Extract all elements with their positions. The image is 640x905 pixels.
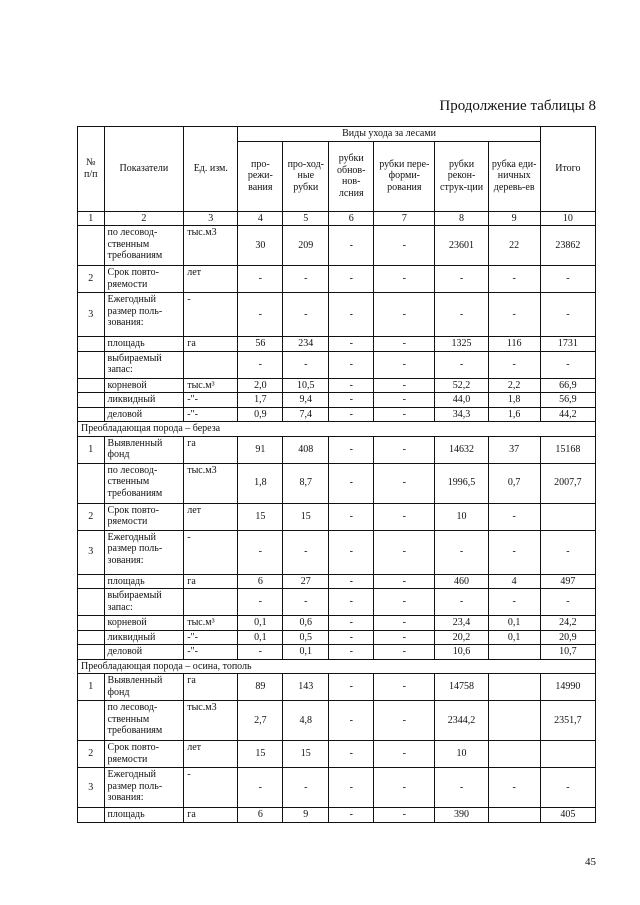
row-value: -	[329, 768, 374, 808]
table-row	[78, 351, 596, 378]
row-unit: тыс.м3	[184, 226, 238, 266]
row-value: -	[374, 393, 435, 408]
row-value: -	[283, 589, 329, 616]
row-value: -	[238, 530, 283, 574]
row-value: 0,5	[283, 630, 329, 645]
row-value: -	[329, 378, 374, 393]
row-value: 15	[238, 741, 283, 768]
row-value: 2,2	[488, 378, 540, 393]
row-value: -	[238, 645, 283, 660]
row-value: -	[374, 378, 435, 393]
row-num	[78, 407, 105, 422]
table-row	[78, 407, 596, 422]
row-value	[488, 674, 540, 701]
row-num	[78, 616, 105, 631]
row-value: -	[374, 266, 435, 293]
row-num	[78, 378, 105, 393]
table-row	[78, 808, 596, 823]
row-value: 1,7	[238, 393, 283, 408]
row-value: 56	[238, 337, 283, 352]
row-indicator: ликвидный	[104, 393, 184, 408]
row-value: 6	[238, 808, 283, 823]
row-num	[78, 701, 105, 741]
row-value: -	[374, 293, 435, 337]
row-unit: га	[184, 436, 238, 463]
row-indicator: Срок повто-ряемости	[104, 266, 184, 293]
row-num	[78, 645, 105, 660]
row-value: -	[435, 768, 488, 808]
row-num: 2	[78, 266, 105, 293]
row-value: 1,8	[238, 463, 283, 503]
row-value: -	[283, 293, 329, 337]
table-row	[78, 645, 596, 660]
row-value: -	[283, 530, 329, 574]
header-indicators: Показатели	[104, 127, 184, 212]
row-unit: га	[184, 574, 238, 589]
row-indicator: выбираемый запас:	[104, 351, 184, 378]
row-value: 27	[283, 574, 329, 589]
row-unit: тыс.м³	[184, 616, 238, 631]
row-indicator: ликвидный	[104, 630, 184, 645]
row-value: 1,6	[488, 407, 540, 422]
row-value: -	[238, 768, 283, 808]
column-number: 8	[435, 211, 488, 226]
row-num: 2	[78, 741, 105, 768]
row-unit: лет	[184, 741, 238, 768]
row-value: 390	[435, 808, 488, 823]
row-value: 89	[238, 674, 283, 701]
row-unit: га	[184, 674, 238, 701]
row-value: -	[329, 645, 374, 660]
row-value: -	[374, 616, 435, 631]
row-value: 460	[435, 574, 488, 589]
row-value: -	[374, 630, 435, 645]
row-value: 408	[283, 436, 329, 463]
row-value: 2007,7	[540, 463, 595, 503]
row-unit: -	[184, 293, 238, 337]
row-value: -	[329, 407, 374, 422]
row-num	[78, 589, 105, 616]
row-value: 9	[283, 808, 329, 823]
row-value: 0,1	[283, 645, 329, 660]
row-unit: га	[184, 337, 238, 352]
row-value: -	[238, 266, 283, 293]
row-value: 23,4	[435, 616, 488, 631]
row-value: -	[488, 266, 540, 293]
row-indicator: деловой	[104, 407, 184, 422]
row-value: 116	[488, 337, 540, 352]
header-col-renewal: рубки обнов-нов-лсния	[329, 141, 374, 211]
row-value: -	[329, 436, 374, 463]
row-value: -	[329, 630, 374, 645]
column-number: 3	[184, 211, 238, 226]
row-value: -	[329, 808, 374, 823]
row-indicator: Срок повто-ряемости	[104, 741, 184, 768]
row-value	[540, 741, 595, 768]
table-caption: Продолжение таблицы 8	[439, 98, 596, 114]
row-value: -	[238, 589, 283, 616]
row-indicator: площадь	[104, 574, 184, 589]
row-value: -	[374, 741, 435, 768]
header-col-reconstruction: рубки рекон-струк-ции	[435, 141, 488, 211]
row-value: 15168	[540, 436, 595, 463]
table-row	[78, 337, 596, 352]
row-value: 0,1	[488, 630, 540, 645]
row-value: -	[329, 226, 374, 266]
row-value: -	[329, 589, 374, 616]
table-row	[78, 741, 596, 768]
section-title: Преобладающая порода – береза	[78, 422, 596, 437]
row-value: 37	[488, 436, 540, 463]
row-indicator: по лесовод-ственным требованиям	[104, 463, 184, 503]
row-value: 23601	[435, 226, 488, 266]
row-value: -	[329, 351, 374, 378]
table-row	[78, 436, 596, 463]
row-value: 34,3	[435, 407, 488, 422]
column-number: 4	[238, 211, 283, 226]
row-indicator: по лесовод-ственным требованиям	[104, 226, 184, 266]
header-total: Итого	[540, 127, 595, 212]
section-row	[78, 659, 596, 674]
table-row	[78, 616, 596, 631]
row-value: 1,8	[488, 393, 540, 408]
row-unit	[184, 589, 238, 616]
row-unit: -"-	[184, 393, 238, 408]
row-value: 10,6	[435, 645, 488, 660]
row-value: -	[488, 503, 540, 530]
row-value: 14632	[435, 436, 488, 463]
row-value: 0,7	[488, 463, 540, 503]
header-num: № п/п	[78, 127, 105, 212]
row-value: 15	[283, 503, 329, 530]
row-value: -	[283, 266, 329, 293]
row-value: -	[329, 293, 374, 337]
row-indicator: по лесовод-ственным требованиям	[104, 701, 184, 741]
row-value: -	[374, 645, 435, 660]
row-value: -	[540, 266, 595, 293]
row-value: 10,7	[540, 645, 595, 660]
table-row	[78, 630, 596, 645]
row-value: 14990	[540, 674, 595, 701]
row-value	[488, 808, 540, 823]
row-indicator: Срок повто-ряемости	[104, 503, 184, 530]
row-value: 14758	[435, 674, 488, 701]
row-value: 0,9	[238, 407, 283, 422]
row-indicator: Выявленный фонд	[104, 674, 184, 701]
row-indicator: Ежегодный размер поль-зования:	[104, 768, 184, 808]
row-value: -	[329, 266, 374, 293]
row-unit: -"-	[184, 645, 238, 660]
row-value: 0,1	[238, 630, 283, 645]
row-value: -	[374, 589, 435, 616]
row-value: -	[374, 337, 435, 352]
row-num: 1	[78, 674, 105, 701]
row-value: 0,6	[283, 616, 329, 631]
header-col-reforming: рубки пере-форми-рования	[374, 141, 435, 211]
column-number: 7	[374, 211, 435, 226]
row-unit: тыс.м3	[184, 463, 238, 503]
row-value: -	[283, 351, 329, 378]
row-value: 6	[238, 574, 283, 589]
row-value: -	[329, 530, 374, 574]
row-value	[488, 701, 540, 741]
column-number: 10	[540, 211, 595, 226]
row-value: -	[329, 393, 374, 408]
section-title: Преобладающая порода – осина, тополь	[78, 659, 596, 674]
table-row	[78, 589, 596, 616]
header-unit: Ед. изм.	[184, 127, 238, 212]
row-value: -	[435, 266, 488, 293]
row-value: 497	[540, 574, 595, 589]
row-value: 2344,2	[435, 701, 488, 741]
row-value: -	[329, 616, 374, 631]
row-value: -	[374, 463, 435, 503]
row-indicator: корневой	[104, 378, 184, 393]
row-indicator: площадь	[104, 808, 184, 823]
row-num: 3	[78, 530, 105, 574]
row-value: 4,8	[283, 701, 329, 741]
row-value	[540, 503, 595, 530]
row-value: 405	[540, 808, 595, 823]
row-value: -	[488, 530, 540, 574]
row-num	[78, 393, 105, 408]
row-num	[78, 337, 105, 352]
row-value: -	[488, 293, 540, 337]
forest-care-table	[77, 126, 596, 823]
table-row	[78, 378, 596, 393]
row-value: -	[374, 701, 435, 741]
row-value: -	[374, 530, 435, 574]
row-indicator: Ежегодный размер поль-зования:	[104, 530, 184, 574]
table-row	[78, 574, 596, 589]
row-num	[78, 808, 105, 823]
row-unit: га	[184, 808, 238, 823]
row-num: 2	[78, 503, 105, 530]
row-value: 1996,5	[435, 463, 488, 503]
row-unit: -"-	[184, 407, 238, 422]
row-indicator: выбираемый запас:	[104, 589, 184, 616]
row-value: 2,7	[238, 701, 283, 741]
row-value: 10,5	[283, 378, 329, 393]
row-value: -	[374, 768, 435, 808]
row-value: -	[374, 407, 435, 422]
table-row	[78, 530, 596, 574]
row-value: -	[329, 503, 374, 530]
header-col-thinning: про-режи-вания	[238, 141, 283, 211]
table-row	[78, 701, 596, 741]
row-value: -	[488, 768, 540, 808]
row-value: 143	[283, 674, 329, 701]
row-value: -	[540, 293, 595, 337]
row-num	[78, 574, 105, 589]
row-value: -	[374, 808, 435, 823]
row-value: -	[283, 768, 329, 808]
header-col-single-trees: рубка еди-ничных деревь-ев	[488, 141, 540, 211]
page-number: 45	[585, 856, 596, 868]
row-value: 44,2	[540, 407, 595, 422]
row-indicator: корневой	[104, 616, 184, 631]
row-unit	[184, 351, 238, 378]
row-value: -	[374, 674, 435, 701]
row-unit: -	[184, 768, 238, 808]
row-unit: лет	[184, 266, 238, 293]
row-value: -	[488, 589, 540, 616]
row-num	[78, 463, 105, 503]
row-value: 91	[238, 436, 283, 463]
row-value: -	[238, 293, 283, 337]
row-value: 0,1	[238, 616, 283, 631]
row-value: 1325	[435, 337, 488, 352]
row-value: 234	[283, 337, 329, 352]
row-value: -	[435, 293, 488, 337]
row-value: -	[374, 503, 435, 530]
row-value: 10	[435, 741, 488, 768]
table-row	[78, 768, 596, 808]
row-value: -	[374, 226, 435, 266]
row-indicator: площадь	[104, 337, 184, 352]
table-row	[78, 503, 596, 530]
row-value: 8,7	[283, 463, 329, 503]
row-value: 52,2	[435, 378, 488, 393]
row-value: 15	[238, 503, 283, 530]
row-value: -	[435, 351, 488, 378]
table-row	[78, 674, 596, 701]
column-number: 6	[329, 211, 374, 226]
row-value: 22	[488, 226, 540, 266]
row-value: -	[540, 768, 595, 808]
row-value: -	[540, 589, 595, 616]
table-row	[78, 293, 596, 337]
column-number: 1	[78, 211, 105, 226]
header-col-passage: про-ход-ные рубки	[283, 141, 329, 211]
table-row	[78, 393, 596, 408]
row-value: -	[329, 701, 374, 741]
row-num: 3	[78, 293, 105, 337]
row-value: 66,9	[540, 378, 595, 393]
header-group: Виды ухода за лесами	[238, 127, 540, 142]
row-value: -	[329, 463, 374, 503]
row-value: -	[329, 574, 374, 589]
row-value: 56,9	[540, 393, 595, 408]
column-number: 9	[488, 211, 540, 226]
row-value: 23862	[540, 226, 595, 266]
row-value: 7,4	[283, 407, 329, 422]
row-num: 1	[78, 436, 105, 463]
row-value: 20,9	[540, 630, 595, 645]
row-value: 20,2	[435, 630, 488, 645]
table-row	[78, 463, 596, 503]
row-value: 15	[283, 741, 329, 768]
row-value	[488, 645, 540, 660]
row-value: -	[374, 574, 435, 589]
table-row	[78, 266, 596, 293]
row-value: -	[374, 436, 435, 463]
column-number: 2	[104, 211, 184, 226]
row-value: 0,1	[488, 616, 540, 631]
row-value: 10	[435, 503, 488, 530]
row-num	[78, 351, 105, 378]
row-value: 24,2	[540, 616, 595, 631]
table-row	[78, 226, 596, 266]
row-num: 3	[78, 768, 105, 808]
row-value: 2,0	[238, 378, 283, 393]
row-unit: тыс.м³	[184, 378, 238, 393]
row-value: 2351,7	[540, 701, 595, 741]
row-unit: лет	[184, 503, 238, 530]
row-value: -	[238, 351, 283, 378]
row-value: 4	[488, 574, 540, 589]
row-num	[78, 630, 105, 645]
row-num	[78, 226, 105, 266]
row-unit: тыс.м3	[184, 701, 238, 741]
row-indicator: Выявленный фонд	[104, 436, 184, 463]
row-value: 44,0	[435, 393, 488, 408]
row-value: -	[374, 351, 435, 378]
row-value	[488, 741, 540, 768]
row-indicator: Ежегодный размер поль-зования:	[104, 293, 184, 337]
row-value: -	[329, 674, 374, 701]
row-value: -	[329, 337, 374, 352]
row-value: -	[540, 351, 595, 378]
row-value: -	[488, 351, 540, 378]
row-value: 1731	[540, 337, 595, 352]
section-row	[78, 422, 596, 437]
row-value: 30	[238, 226, 283, 266]
row-indicator: деловой	[104, 645, 184, 660]
row-unit: -"-	[184, 630, 238, 645]
row-value: -	[540, 530, 595, 574]
row-value: -	[435, 589, 488, 616]
row-value: 9,4	[283, 393, 329, 408]
row-unit: -	[184, 530, 238, 574]
row-value: -	[329, 741, 374, 768]
row-value: -	[435, 530, 488, 574]
row-value: 209	[283, 226, 329, 266]
column-number: 5	[283, 211, 329, 226]
